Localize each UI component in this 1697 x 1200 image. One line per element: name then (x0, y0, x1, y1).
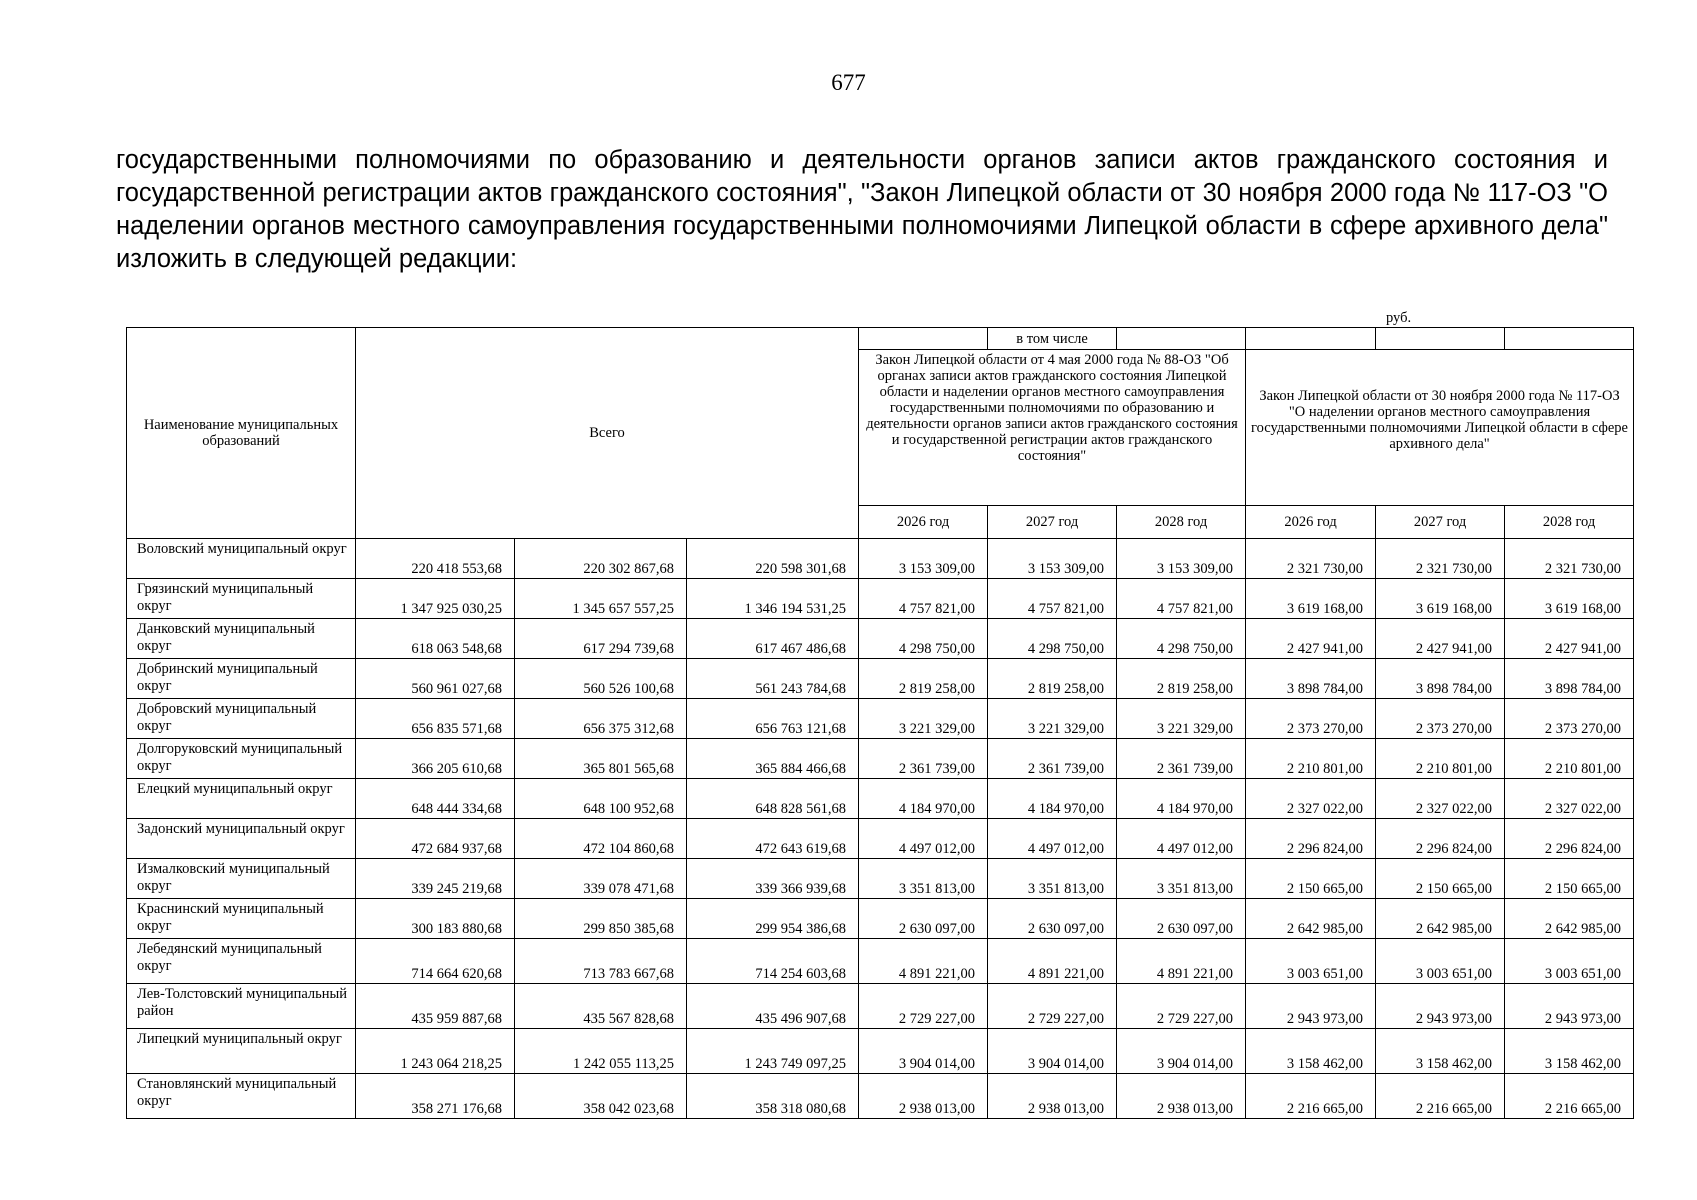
amount-cell: 4 298 750,00 (1117, 619, 1246, 659)
table-row (127, 779, 1634, 819)
amount-cell: 3 904 014,00 (1117, 1029, 1246, 1074)
amount-cell: 2 642 985,00 (1376, 899, 1505, 939)
table-row (127, 859, 1634, 899)
amount-cell: 2 630 097,00 (1117, 899, 1246, 939)
amount-cell: 2 819 258,00 (1117, 659, 1246, 699)
amount-cell: 4 891 221,00 (1117, 939, 1246, 984)
amount-cell: 618 063 548,68 (356, 619, 515, 659)
header-including: в том числе (988, 328, 1117, 350)
amount-cell: 3 351 813,00 (988, 859, 1117, 899)
amount-cell: 2 427 941,00 (1505, 619, 1634, 659)
year-header: 2028 год (1117, 506, 1246, 539)
municipality-name: Добринский муниципальный округ (127, 659, 356, 699)
year-header: 2028 год (1505, 506, 1634, 539)
amount-cell: 2 150 665,00 (1376, 859, 1505, 899)
amount-cell: 2 819 258,00 (988, 659, 1117, 699)
amount-cell: 713 783 667,68 (515, 939, 687, 984)
amount-cell: 3 904 014,00 (859, 1029, 988, 1074)
amount-cell: 3 351 813,00 (859, 859, 988, 899)
amount-cell: 3 153 309,00 (859, 539, 988, 579)
amount-cell: 2 630 097,00 (859, 899, 988, 939)
amount-cell: 472 643 619,68 (687, 819, 859, 859)
amount-cell: 4 184 970,00 (859, 779, 988, 819)
amount-cell: 1 345 657 557,25 (515, 579, 687, 619)
amount-cell: 2 210 801,00 (1505, 739, 1634, 779)
table-row (127, 939, 1634, 984)
amount-cell: 2 943 973,00 (1505, 984, 1634, 1029)
year-header: 2026 год (859, 506, 988, 539)
table-row (127, 539, 1634, 579)
amount-cell: 2 327 022,00 (1376, 779, 1505, 819)
amount-cell: 4 757 821,00 (1117, 579, 1246, 619)
header-blank-cell (859, 328, 988, 350)
header-blank-cell (1246, 328, 1376, 350)
municipality-name: Лев-Толстовский муниципальный район (127, 984, 356, 1029)
amount-cell: 714 664 620,68 (356, 939, 515, 984)
amount-cell: 2 210 801,00 (1246, 739, 1376, 779)
amount-cell: 3 898 784,00 (1505, 659, 1634, 699)
page-number: 677 (831, 70, 866, 95)
year-header: 2027 год (1376, 506, 1505, 539)
amount-cell: 2 943 973,00 (1246, 984, 1376, 1029)
amount-cell: 3 158 462,00 (1376, 1029, 1505, 1074)
amount-cell: 3 003 651,00 (1376, 939, 1505, 984)
amount-cell: 472 104 860,68 (515, 819, 687, 859)
amount-cell: 2 321 730,00 (1376, 539, 1505, 579)
amount-cell: 365 801 565,68 (515, 739, 687, 779)
amount-cell: 3 153 309,00 (1117, 539, 1246, 579)
amount-cell: 4 757 821,00 (988, 579, 1117, 619)
amount-cell: 4 298 750,00 (859, 619, 988, 659)
amount-cell: 648 100 952,68 (515, 779, 687, 819)
header-law-117: Закон Липецкой области от 30 ноября 2000 года № 117-ОЗ "О наделении органов местного самоуправления государственными полномочиями Липецкой области в сфере архивного дела" (1246, 350, 1634, 506)
year-header: 2026 год (1246, 506, 1376, 539)
amount-cell: 2 150 665,00 (1505, 859, 1634, 899)
amount-cell: 4 184 970,00 (1117, 779, 1246, 819)
amount-cell: 2 296 824,00 (1246, 819, 1376, 859)
amount-cell: 2 216 665,00 (1376, 1074, 1505, 1119)
amount-cell: 3 221 329,00 (988, 699, 1117, 739)
amount-cell: 648 828 561,68 (687, 779, 859, 819)
amount-cell: 3 158 462,00 (1246, 1029, 1376, 1074)
amount-cell: 3 898 784,00 (1246, 659, 1376, 699)
amount-cell: 2 642 985,00 (1246, 899, 1376, 939)
amount-cell: 3 619 168,00 (1246, 579, 1376, 619)
municipality-name: Краснинский муниципальный округ (127, 899, 356, 939)
amount-cell: 2 938 013,00 (1117, 1074, 1246, 1119)
amount-cell: 2 373 270,00 (1246, 699, 1376, 739)
year-header: 2027 год (988, 506, 1117, 539)
amount-cell: 648 444 334,68 (356, 779, 515, 819)
amount-cell: 4 891 221,00 (859, 939, 988, 984)
amount-cell: 2 216 665,00 (1505, 1074, 1634, 1119)
amount-cell: 2 938 013,00 (988, 1074, 1117, 1119)
amount-cell: 4 497 012,00 (988, 819, 1117, 859)
amount-cell: 2 943 973,00 (1376, 984, 1505, 1029)
header-law-88: Закон Липецкой области от 4 мая 2000 года № 88-ОЗ "Об органах записи актов гражданского состояния Липецкой области и наделении органов местного самоуправления государственными полномочиями по образованию и деятельности органов записи актов гражданского состояния и государственной регистрации актов гражданского состояния" (859, 350, 1246, 506)
amount-cell: 2 729 227,00 (859, 984, 988, 1029)
amount-cell: 2 321 730,00 (1246, 539, 1376, 579)
amount-cell: 366 205 610,68 (356, 739, 515, 779)
header-blank-cell (1376, 328, 1505, 350)
amount-cell: 2 361 739,00 (1117, 739, 1246, 779)
amount-cell: 299 954 386,68 (687, 899, 859, 939)
header-blank-cell (1505, 328, 1634, 350)
header-blank-cell (1117, 328, 1246, 350)
table-row (127, 619, 1634, 659)
table-row (127, 579, 1634, 619)
municipality-name: Грязинский муниципальный округ (127, 579, 356, 619)
amount-cell: 2 216 665,00 (1246, 1074, 1376, 1119)
amount-cell: 656 375 312,68 (515, 699, 687, 739)
amount-cell: 339 245 219,68 (356, 859, 515, 899)
amount-cell: 3 619 168,00 (1505, 579, 1634, 619)
municipality-name: Липецкий муниципальный округ (127, 1029, 356, 1074)
municipality-name: Становлянский муниципальный округ (127, 1074, 356, 1119)
municipality-name: Данковский муниципальный округ (127, 619, 356, 659)
amount-cell: 3 351 813,00 (1117, 859, 1246, 899)
amount-cell: 617 294 739,68 (515, 619, 687, 659)
amount-cell: 3 003 651,00 (1505, 939, 1634, 984)
amount-cell: 3 898 784,00 (1376, 659, 1505, 699)
municipality-name: Измалковский муниципальный округ (127, 859, 356, 899)
amount-cell: 3 158 462,00 (1505, 1029, 1634, 1074)
amount-cell: 358 271 176,68 (356, 1074, 515, 1119)
amount-cell: 656 835 571,68 (356, 699, 515, 739)
table-row (127, 659, 1634, 699)
amount-cell: 339 078 471,68 (515, 859, 687, 899)
municipality-name: Добровский муниципальный округ (127, 699, 356, 739)
amount-cell: 4 757 821,00 (859, 579, 988, 619)
table-row (127, 1074, 1634, 1119)
amount-cell: 2 296 824,00 (1376, 819, 1505, 859)
amount-cell: 656 763 121,68 (687, 699, 859, 739)
amount-cell: 560 526 100,68 (515, 659, 687, 699)
municipality-name: Воловский муниципальный округ (127, 539, 356, 579)
municipality-name: Елецкий муниципальный округ (127, 779, 356, 819)
amount-cell: 2 938 013,00 (859, 1074, 988, 1119)
amount-cell: 2 729 227,00 (1117, 984, 1246, 1029)
header-name: Наименование муниципальных образований (127, 328, 356, 539)
table-row (127, 699, 1634, 739)
amount-cell: 220 418 553,68 (356, 539, 515, 579)
budget-table (126, 327, 1634, 1119)
amount-cell: 1 243 749 097,25 (687, 1029, 859, 1074)
amount-cell: 4 298 750,00 (988, 619, 1117, 659)
amount-cell: 2 361 739,00 (859, 739, 988, 779)
amount-cell: 2 373 270,00 (1376, 699, 1505, 739)
amount-cell: 1 346 194 531,25 (687, 579, 859, 619)
amount-cell: 1 347 925 030,25 (356, 579, 515, 619)
amount-cell: 2 630 097,00 (988, 899, 1117, 939)
amount-cell: 435 496 907,68 (687, 984, 859, 1029)
amount-cell: 2 729 227,00 (988, 984, 1117, 1029)
amount-cell: 4 891 221,00 (988, 939, 1117, 984)
amount-cell: 220 598 301,68 (687, 539, 859, 579)
amount-cell: 2 427 941,00 (1376, 619, 1505, 659)
amount-cell: 1 243 064 218,25 (356, 1029, 515, 1074)
table-row (127, 739, 1634, 779)
amount-cell: 300 183 880,68 (356, 899, 515, 939)
amount-cell: 4 184 970,00 (988, 779, 1117, 819)
amount-cell: 435 959 887,68 (356, 984, 515, 1029)
amount-cell: 2 819 258,00 (859, 659, 988, 699)
amount-cell: 365 884 466,68 (687, 739, 859, 779)
amount-cell: 220 302 867,68 (515, 539, 687, 579)
amount-cell: 3 619 168,00 (1376, 579, 1505, 619)
table-row (127, 984, 1634, 1029)
table-row (127, 1029, 1634, 1074)
amount-cell: 3 221 329,00 (859, 699, 988, 739)
amount-cell: 2 642 985,00 (1505, 899, 1634, 939)
municipality-name: Лебедянский муниципальный округ (127, 939, 356, 984)
municipality-name: Долгоруковский муниципальный округ (127, 739, 356, 779)
amount-cell: 2 296 824,00 (1505, 819, 1634, 859)
amount-cell: 2 150 665,00 (1246, 859, 1376, 899)
amount-cell: 4 497 012,00 (1117, 819, 1246, 859)
table-row (127, 819, 1634, 859)
amount-cell: 358 318 080,68 (687, 1074, 859, 1119)
header-total: Всего (356, 328, 859, 539)
amount-cell: 1 242 055 113,25 (515, 1029, 687, 1074)
municipality-name: Задонский муниципальный округ (127, 819, 356, 859)
amount-cell: 2 361 739,00 (988, 739, 1117, 779)
amount-cell: 3 221 329,00 (1117, 699, 1246, 739)
amount-cell: 299 850 385,68 (515, 899, 687, 939)
amount-cell: 560 961 027,68 (356, 659, 515, 699)
amount-cell: 3 003 651,00 (1246, 939, 1376, 984)
amount-cell: 3 153 309,00 (988, 539, 1117, 579)
amount-cell: 2 327 022,00 (1246, 779, 1376, 819)
unit-label: руб. (1386, 310, 1412, 326)
amount-cell: 2 327 022,00 (1505, 779, 1634, 819)
table-row (127, 899, 1634, 939)
amount-cell: 358 042 023,68 (515, 1074, 687, 1119)
amount-cell: 2 427 941,00 (1246, 619, 1376, 659)
amount-cell: 617 467 486,68 (687, 619, 859, 659)
intro-paragraph: государственными полномочиями по образованию и деятельности органов записи актов гражданского состояния и государственной регистрации актов гражданского состояния", "Закон Липецкой области от 30 ноября 2000 года № 117-ОЗ "О наделении органов местного самоуправления государственными полномочиями Липецкой области в сфере архивного дела" изложить в следующей редакции: (116, 146, 1608, 273)
amount-cell: 3 904 014,00 (988, 1029, 1117, 1074)
amount-cell: 561 243 784,68 (687, 659, 859, 699)
amount-cell: 339 366 939,68 (687, 859, 859, 899)
amount-cell: 435 567 828,68 (515, 984, 687, 1029)
amount-cell: 2 373 270,00 (1505, 699, 1634, 739)
amount-cell: 2 321 730,00 (1505, 539, 1634, 579)
amount-cell: 4 497 012,00 (859, 819, 988, 859)
amount-cell: 714 254 603,68 (687, 939, 859, 984)
amount-cell: 472 684 937,68 (356, 819, 515, 859)
amount-cell: 2 210 801,00 (1376, 739, 1505, 779)
